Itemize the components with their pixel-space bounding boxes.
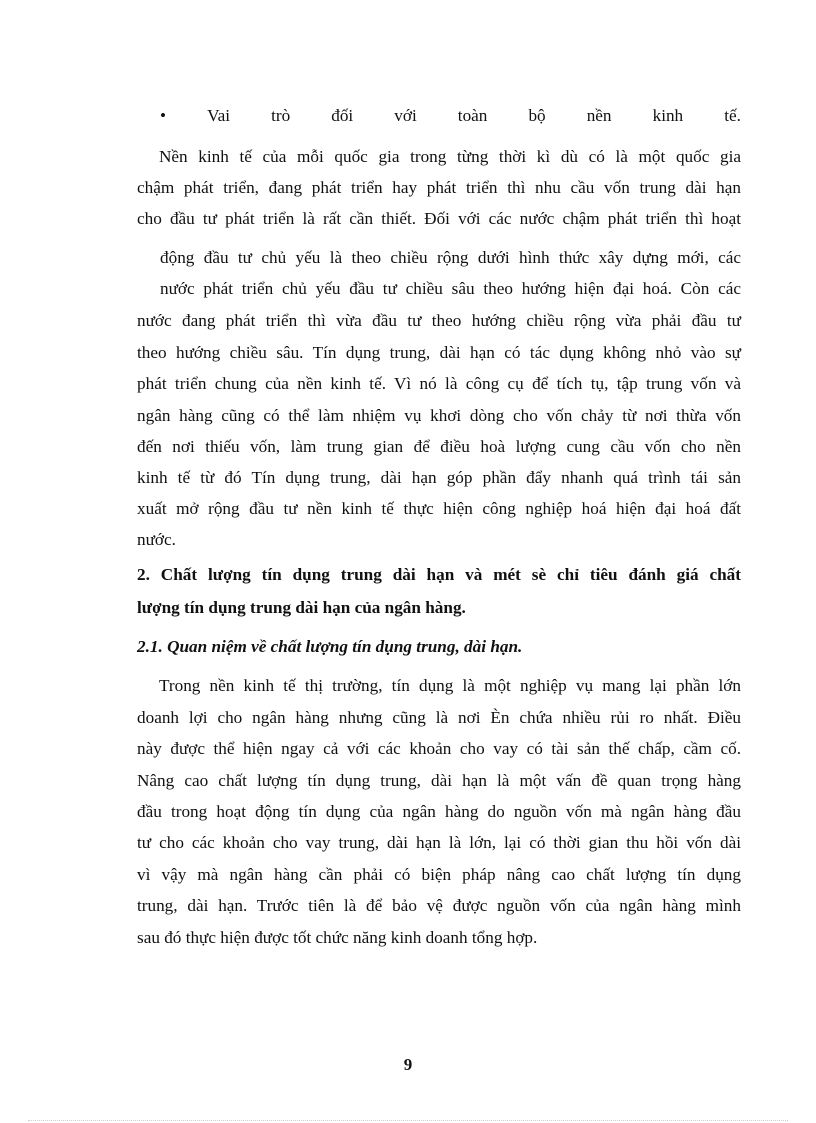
paragraph-line: doanh lợi cho ngân hàng nhưng cũng là nơi Èn chứa nhiều rủi ro nhất. Điều <box>137 708 741 727</box>
paragraph-line: nước đang phát triển thì vừa đầu tư theo hướng chiều rộng vừa phải đầu tư <box>137 311 741 330</box>
bullet-word: kinh <box>652 106 684 125</box>
paragraph-line: cho đầu tư phát triển là rất cần thiết. Đối với các nước chậm phát triển thì hoạt <box>137 209 741 228</box>
paragraph-line: theo hướng chiều sâu. Tín dụng trung, dài hạn có tác dụng không nhỏ vào sự <box>137 343 741 362</box>
paragraph-line: này được thể hiện ngay cả với các khoản cho vay có tài sản thế chấp, cầm cố. <box>137 739 741 758</box>
bullet-marker: • <box>160 106 167 125</box>
paragraph-line: tư cho các khoản cho vay trung, dài hạn là lớn, lại có thời gian thu hồi vốn dài <box>137 833 741 852</box>
paragraph-line: xuất mở rộng đầu tư nền kinh tế thực hiện công nghiệp hoá hiện đại hoá đất <box>137 499 741 518</box>
paragraph-line: nước phát triển chủ yếu đầu tư chiều sâu theo hướng hiện đại hoá. Còn các <box>160 279 741 298</box>
paragraph-line: Nền kinh tế của mỗi quốc gia trong từng thời kì dù có là một quốc gia <box>159 147 741 166</box>
paragraph-line: động đầu tư chủ yếu là theo chiều rộng dưới hình thức xây dựng mới, các <box>160 248 741 267</box>
paragraph-line: kinh tế từ đó Tín dụng trung, dài hạn góp phần đẩy nhanh quá trình tái sản <box>137 468 741 487</box>
paragraph-line: ngân hàng cũng có thể làm nhiệm vụ khơi dòng cho vốn chảy từ nơi thừa vốn <box>137 406 741 425</box>
paragraph-line: sau đó thực hiện được tốt chức năng kinh doanh tổng hợp. <box>137 928 538 947</box>
bullet-word: trò <box>271 106 291 125</box>
bullet-word: với <box>394 106 417 125</box>
bullet-word: Vai <box>207 106 231 125</box>
paragraph-line: chậm phát triển, đang phát triển hay phát triển thì nhu cầu vốn trung dài hạn <box>137 178 741 197</box>
bullet-word: toàn <box>457 106 488 125</box>
paragraph-line: phát triển chung của nền kinh tế. Vì nó là công cụ để tích tụ, tập trung vốn và <box>137 374 741 393</box>
paragraph-line: đầu trong hoạt động tín dụng của ngân hàng do nguồn vốn mà ngân hàng đầu <box>137 802 741 821</box>
footer-divider <box>28 1120 788 1121</box>
bullet-word: tế. <box>724 106 741 125</box>
paragraph-line: trung, dài hạn. Trước tiên là để bảo vệ được nguồn vốn của ngân hàng mình <box>137 896 741 915</box>
paragraph-line: Trong nền kinh tế thị trường, tín dụng là một nghiệp vụ mang lại phần lớn <box>159 676 741 695</box>
page-number: 9 <box>403 1055 413 1074</box>
section-heading: lượng tín dụng trung dài hạn của ngân hàng. <box>137 598 466 617</box>
paragraph-line: vì vậy mà ngân hàng cần phải có biện pháp nâng cao chất lượng tín dụng <box>137 865 741 884</box>
paragraph-line: nước. <box>137 530 176 549</box>
subsection-heading: 2.1. Quan niệm về chất lượng tín dụng trung, dài hạn. <box>137 637 523 656</box>
bullet-word: bộ <box>528 106 546 125</box>
paragraph-line: Nâng cao chất lượng tín dụng trung, dài hạn là một vấn đề quan trọng hàng <box>137 771 741 790</box>
bullet-word: đối <box>331 106 354 125</box>
bullet-line <box>160 105 741 127</box>
bullet-word: nền <box>586 106 612 125</box>
paragraph-line: đến nơi thiếu vốn, làm trung gian để điều hoà lượng cung cầu vốn cho nền <box>137 437 741 456</box>
section-heading: 2. Chất lượng tín dụng trung dài hạn và mét sè chỉ tiêu đánh giá chất <box>137 565 741 584</box>
